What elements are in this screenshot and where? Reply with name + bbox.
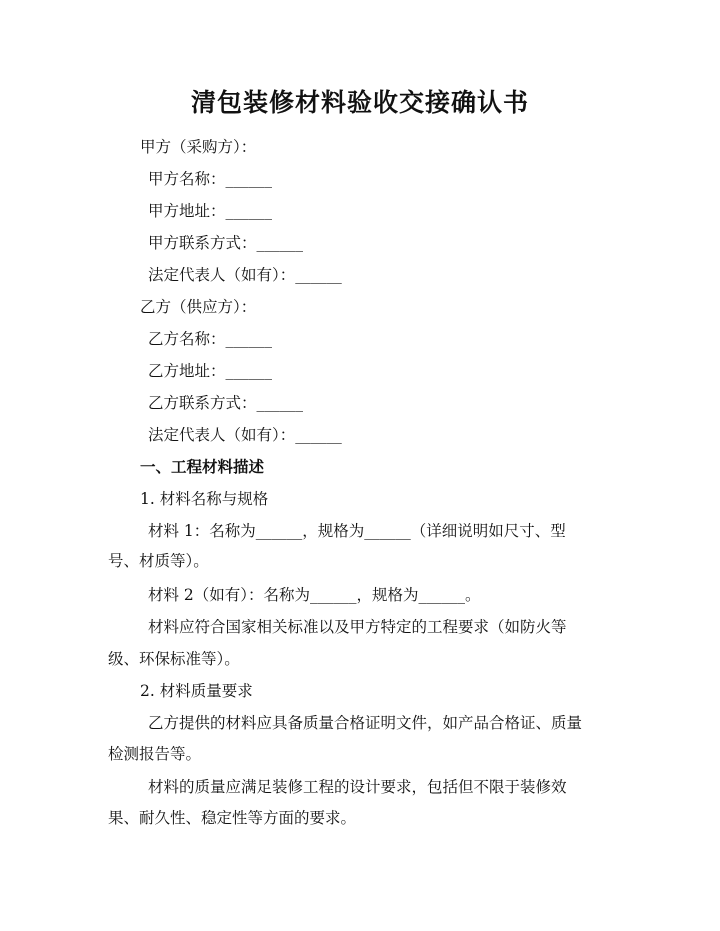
paragraph-line: 材料应符合国家相关标准以及甲方特定的工程要求（如防火等 [148,618,567,636]
party-a-heading: 甲方（采购方）： [140,138,257,156]
document-title: 清包装修材料验收交接确认书 [190,88,529,117]
paragraph-line: 材料 1：名称为______，规格为______（详细说明如尺寸、型 [148,522,566,540]
party-b-address: 乙方地址：______ [148,362,273,380]
party-b-name: 乙方名称：______ [148,330,273,348]
paragraph-line: 果、耐久性、稳定性等方面的要求。 [108,809,357,827]
party-a-contact: 甲方联系方式：______ [148,234,304,252]
paragraph-line: 材料的质量应满足装修工程的设计要求，包括但不限于装修效 [148,778,567,796]
section-heading-1: 一、工程材料描述 [140,457,265,476]
subsection-heading-2: 2. 材料质量要求 [140,682,253,700]
party-a-name: 甲方名称：______ [148,170,273,188]
paragraph-line: 级、环保标准等）。 [108,650,240,668]
party-b-legal-rep: 法定代表人（如有）：______ [148,426,342,444]
paragraph-line: 乙方提供的材料应具备质量合格证明文件，如产品合格证、质量 [148,714,583,732]
party-a-address: 甲方地址：______ [148,202,273,220]
paragraph-line: 材料 2（如有）：名称为______，规格为______。 [148,586,481,604]
party-a-legal-rep: 法定代表人（如有）：______ [148,266,342,284]
paragraph-line: 检测报告等。 [108,745,202,763]
subsection-heading-1: 1. 材料名称与规格 [140,490,269,508]
party-b-heading: 乙方（供应方）： [140,298,257,316]
party-b-contact: 乙方联系方式：______ [148,394,304,412]
paragraph-line: 号、材质等）。 [108,552,209,570]
